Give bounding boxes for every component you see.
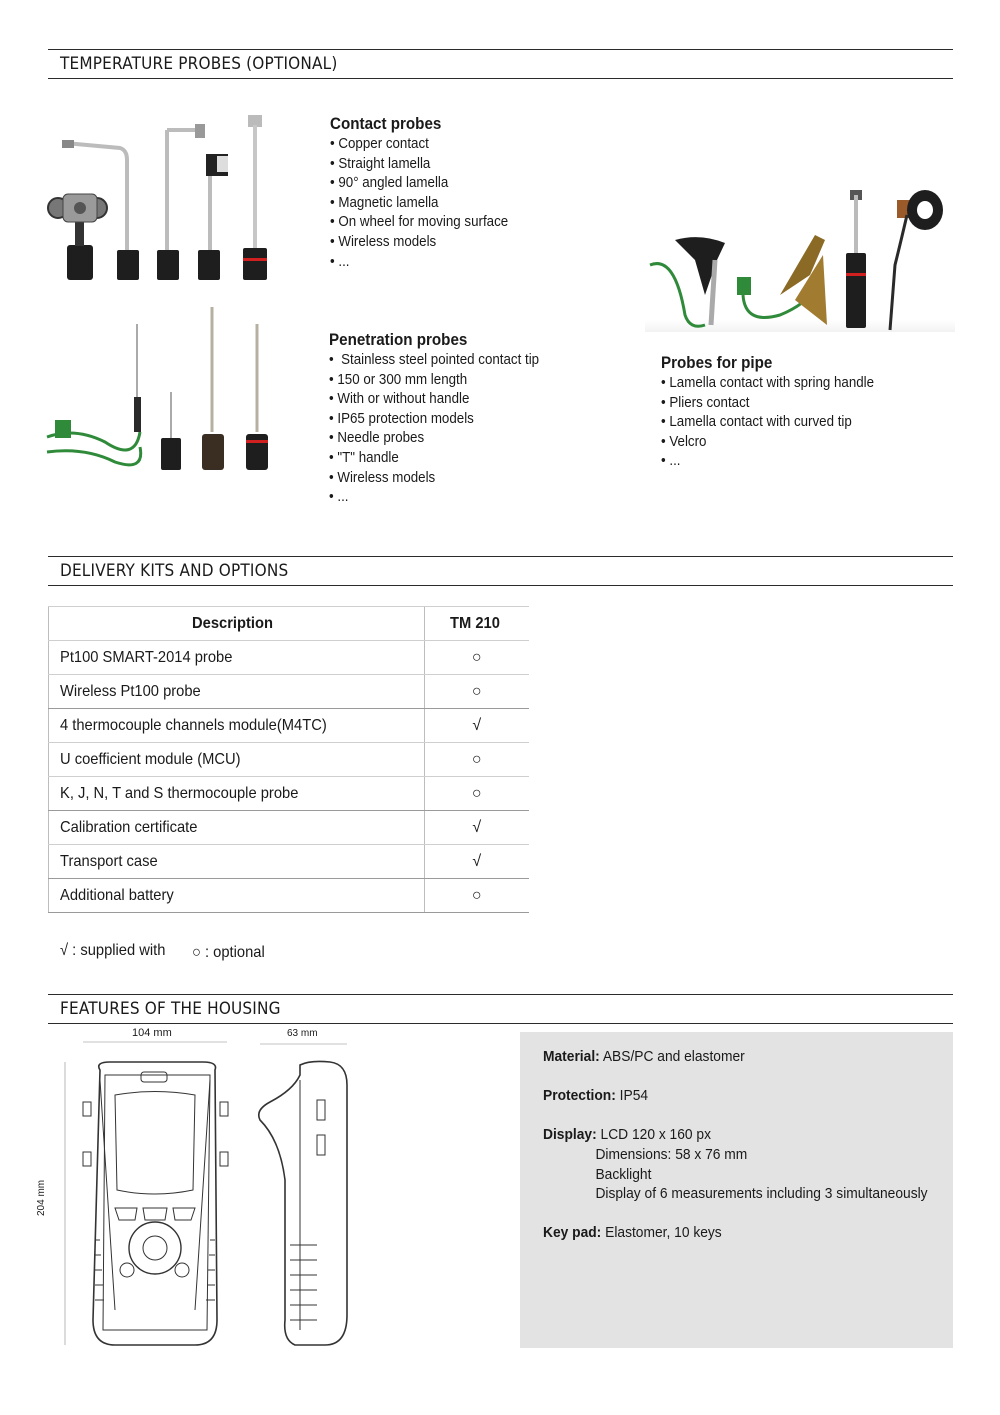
list-item: • Lamella contact with spring handle: [661, 374, 874, 394]
section-title: TEMPERATURE PROBES (OPTIONAL): [60, 54, 338, 74]
row-value: ○: [424, 743, 529, 777]
row-description: Additional battery: [60, 886, 174, 904]
table-row: [49, 675, 530, 709]
row-description: 4 thermocouple channels module(M4TC): [60, 716, 327, 734]
row-value: √: [424, 811, 529, 845]
contact-probes-block: [330, 113, 524, 272]
list-item: • ...: [329, 488, 539, 508]
spec-display-dimensions: Dimensions: 58 x 76 mm: [595, 1145, 748, 1163]
contact-probes-title: Contact probes: [330, 115, 442, 133]
dimension-height: 204 mm: [36, 1179, 47, 1216]
list-item: • ...: [661, 452, 874, 472]
list-item: • Wireless models: [330, 233, 508, 253]
legend-supplied: √ : supplied with: [60, 942, 166, 959]
row-description: Pt100 SMART-2014 probe: [60, 648, 233, 666]
legend-optional: ○ : optional: [192, 944, 265, 961]
dimension-width: 104 mm: [132, 1027, 172, 1039]
row-value: √: [424, 845, 529, 879]
list-item: • Magnetic lamella: [330, 194, 508, 214]
penetration-probes-photo: [45, 302, 280, 472]
dimension-depth: 63 mm: [287, 1028, 318, 1039]
list-item: • Stainless steel pointed contact tip: [329, 351, 539, 371]
housing-spec-panel: [520, 1032, 953, 1348]
list-item: • Velcro: [661, 433, 874, 453]
table-row: [49, 641, 530, 675]
spec-display: Display: LCD 120 x 160 px: [543, 1126, 712, 1144]
table-row: [49, 709, 530, 743]
table-header-row: [49, 607, 530, 641]
row-value: ○: [424, 879, 529, 913]
spec-keypad: Key pad: Elastomer, 10 keys: [543, 1224, 722, 1242]
list-item: • ...: [330, 253, 508, 273]
penetration-probes-list: [329, 351, 539, 508]
list-item: • On wheel for moving surface: [330, 213, 508, 233]
spec-material: Material: ABS/PC and elastomer: [543, 1048, 745, 1065]
list-item: • Straight lamella: [330, 155, 508, 175]
section-header-housing: [48, 994, 953, 1024]
column-header-description: Description: [49, 607, 425, 641]
penetration-probes-title: Penetration probes: [329, 331, 468, 349]
row-value: ○: [424, 641, 529, 675]
delivery-kit-table: [48, 606, 529, 913]
list-item: • Copper contact: [330, 135, 508, 155]
section-title: FEATURES OF THE HOUSING: [60, 999, 281, 1019]
table-row: [49, 743, 530, 777]
table-row: [49, 845, 530, 879]
spec-protection: Protection: IP54: [543, 1087, 649, 1105]
list-item: • Lamella contact with curved tip: [661, 413, 874, 433]
list-item: • "T" handle: [329, 449, 539, 469]
list-item: • Needle probes: [329, 429, 539, 449]
row-value: √: [424, 709, 529, 743]
housing-drawing: [55, 1040, 355, 1350]
spec-display-backlight: Backlight: [595, 1165, 652, 1183]
section-header-kits: [48, 556, 953, 586]
list-item: • 90° angled lamella: [330, 174, 508, 194]
table-row: [49, 777, 530, 811]
contact-probes-list: [330, 135, 508, 272]
table-row: [49, 879, 530, 913]
list-item: • IP65 protection models: [329, 410, 539, 430]
contact-probes-photo: [45, 110, 280, 282]
row-description: U coefficient module (MCU): [60, 750, 241, 768]
row-description: Wireless Pt100 probe: [60, 682, 201, 700]
row-description: Calibration certificate: [60, 818, 198, 836]
pipe-probes-photo: [645, 165, 955, 335]
section-title: DELIVERY KITS AND OPTIONS: [60, 561, 289, 581]
pipe-probes-list: [661, 374, 874, 472]
row-value: ○: [424, 777, 529, 811]
list-item: • 150 or 300 mm length: [329, 371, 539, 391]
section-header-probes: [48, 49, 953, 79]
row-description: K, J, N, T and S thermocouple probe: [60, 784, 299, 802]
spec-display-measurements: Display of 6 measurements including 3 simultaneously: [595, 1185, 928, 1203]
list-item: • With or without handle: [329, 390, 539, 410]
row-value: ○: [424, 675, 529, 709]
list-item: • Wireless models: [329, 469, 539, 489]
pipe-probes-title: Probes for pipe: [661, 354, 773, 372]
pipe-probes-block: [661, 352, 893, 472]
column-header-model: TM 210: [424, 607, 529, 641]
list-item: • Pliers contact: [661, 394, 874, 414]
row-description: Transport case: [60, 852, 158, 870]
penetration-probes-block: [329, 329, 557, 508]
table-row: [49, 811, 530, 845]
